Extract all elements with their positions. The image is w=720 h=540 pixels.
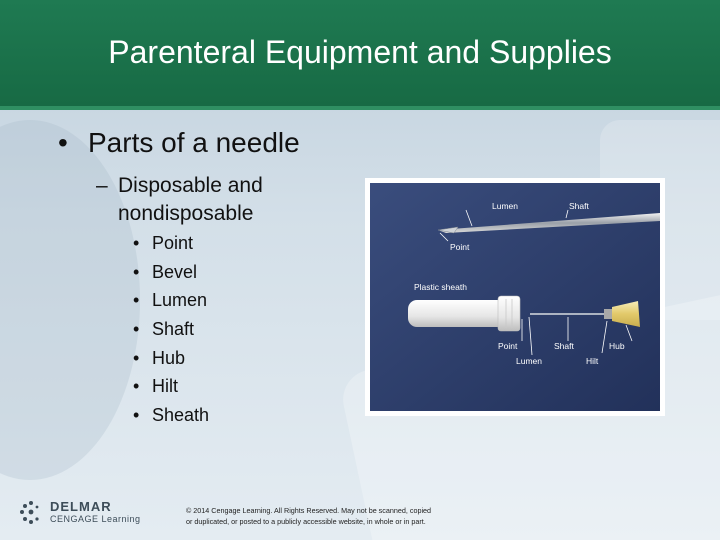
list-item-text: Shaft — [152, 319, 195, 340]
copyright-line2: or duplicated, or posted to a publicly accessible website, in whole or in part. — [186, 517, 426, 526]
cengage-logo-icon — [18, 500, 44, 526]
label-lumen-bottom: Lumen — [516, 356, 542, 366]
list-item — [133, 232, 209, 261]
needle-parts-figure — [365, 178, 665, 416]
bullet-text-line2: nondisposable — [118, 202, 254, 225]
list-item-text: Hub — [152, 347, 186, 368]
label-point-top: Point — [450, 242, 470, 252]
logo-line1: DELMAR — [50, 499, 112, 514]
needle-hilt — [604, 309, 612, 319]
list-item-text: Bevel — [152, 261, 198, 282]
logo-line2: CENGAGE Learning — [50, 514, 141, 524]
label-hilt: Hilt — [586, 356, 599, 366]
list-item — [133, 347, 209, 376]
bullet-marker: • — [133, 290, 140, 311]
label-point-bottom: Point — [498, 341, 518, 351]
bullet-marker: • — [133, 405, 140, 426]
list-item — [133, 289, 209, 318]
needle-photo — [370, 183, 660, 411]
list-item — [133, 404, 209, 433]
bullet-marker: • — [133, 376, 140, 397]
list-item-text: Hilt — [152, 376, 178, 397]
list-item-text: Sheath — [152, 405, 210, 426]
label-shaft-top: Shaft — [569, 201, 589, 211]
bullet-level1 — [58, 127, 300, 159]
slide-title: Parenteral Equipment and Supplies — [108, 34, 612, 70]
bullet-marker: • — [133, 233, 140, 253]
list-item — [133, 375, 209, 404]
bullet-text-line1: Disposable and — [118, 174, 263, 197]
dash-marker: – — [96, 174, 108, 197]
list-item — [133, 261, 209, 290]
bullet-level2 — [96, 172, 263, 228]
copyright-line1: © 2014 Cengage Learning. All Rights Reserved. May not be scanned, copied — [186, 506, 432, 515]
label-shaft-bottom: Shaft — [554, 341, 574, 351]
bullet-text: Parts of a needle — [88, 127, 300, 158]
publisher-logo — [18, 500, 141, 526]
needle-parts-list — [133, 232, 209, 433]
copyright-notice — [186, 505, 506, 527]
label-lumen-top: Lumen — [492, 201, 518, 211]
bullet-marker: • — [133, 319, 140, 340]
label-plastic-sheath: Plastic sheath — [414, 282, 467, 292]
list-item-text: Lumen — [152, 290, 208, 311]
list-item-text: Point — [152, 233, 194, 253]
list-item — [133, 318, 209, 347]
bullet-marker: • — [58, 127, 68, 158]
sheath-cap — [498, 296, 520, 331]
plastic-sheath — [408, 300, 506, 327]
bullet-text — [118, 172, 263, 228]
bullet-marker: • — [133, 261, 140, 282]
bullet-marker: • — [133, 347, 140, 368]
label-hub: Hub — [609, 341, 625, 351]
